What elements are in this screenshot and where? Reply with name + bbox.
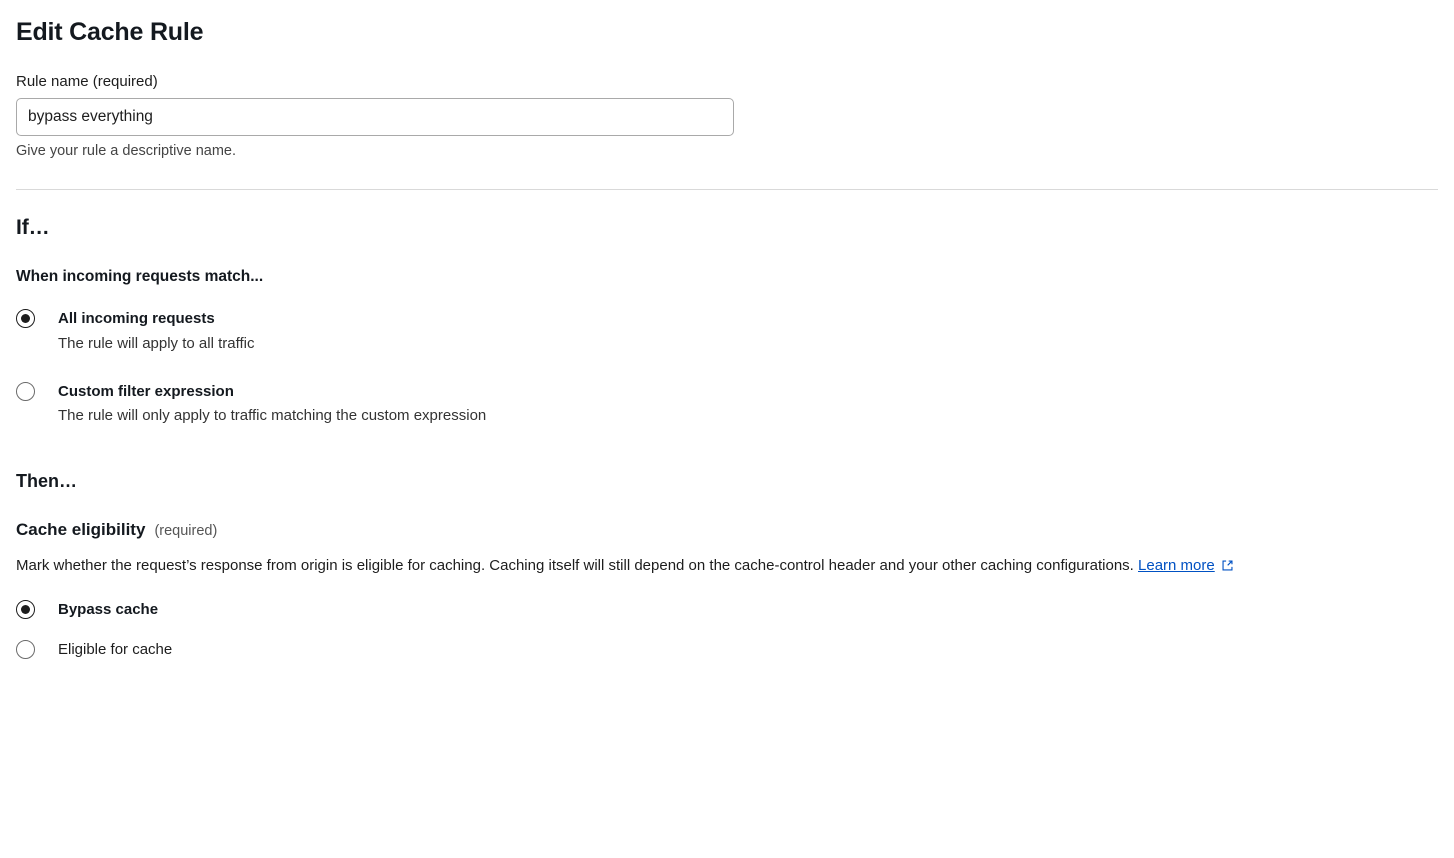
radio-label-all-incoming-requests: All incoming requests xyxy=(58,310,215,327)
incoming-requests-radio-group xyxy=(16,308,1438,427)
cache-eligibility-radio-group xyxy=(16,599,1438,661)
section-divider xyxy=(16,189,1438,190)
page-title: Edit Cache Rule xyxy=(16,18,204,46)
radio-desc-all-incoming-requests: The rule will apply to all traffic xyxy=(58,334,255,352)
rule-name-field-group xyxy=(16,73,1438,159)
then-section-heading: Then… xyxy=(16,471,77,491)
radio-label-eligible-for-cache: Eligible for cache xyxy=(58,641,173,658)
cache-eligibility-required-note: (required) xyxy=(154,523,218,539)
cache-eligibility-description-text: Mark whether the request’s response from origin is eligible for caching. Caching itself will still depend on the cache-control header and your other caching configurations. xyxy=(16,557,1134,574)
radio-option-custom-filter-expression[interactable] xyxy=(16,381,1438,428)
cache-eligibility-heading xyxy=(16,520,1438,540)
rule-name-label: Rule name (required) xyxy=(16,73,158,90)
radio-label-bypass-cache: Bypass cache xyxy=(58,601,159,619)
radio-icon-bypass-cache[interactable] xyxy=(16,600,35,619)
radio-icon-eligible-for-cache[interactable] xyxy=(16,640,35,659)
radio-label-custom-filter-expression: Custom filter expression xyxy=(58,382,234,400)
radio-desc-custom-filter-expression: The rule will only apply to traffic matching the custom expression xyxy=(58,407,487,425)
learn-more-link[interactable]: Learn more xyxy=(1138,557,1215,574)
incoming-requests-subheading: When incoming requests match... xyxy=(16,268,264,285)
external-link-icon[interactable] xyxy=(1221,556,1234,579)
cache-eligibility-description xyxy=(16,554,1436,579)
radio-icon-all-incoming-requests[interactable] xyxy=(16,309,35,328)
radio-icon-custom-filter-expression[interactable] xyxy=(16,382,35,401)
rule-name-help-text: Give your rule a descriptive name. xyxy=(16,143,237,159)
radio-option-eligible-for-cache[interactable] xyxy=(16,639,1438,661)
cache-eligibility-label: Cache eligibility xyxy=(16,520,146,539)
radio-option-bypass-cache[interactable] xyxy=(16,599,1438,621)
radio-option-all-incoming-requests[interactable] xyxy=(16,308,1438,355)
rule-name-input[interactable] xyxy=(16,98,734,136)
if-section-heading: If… xyxy=(16,216,50,239)
